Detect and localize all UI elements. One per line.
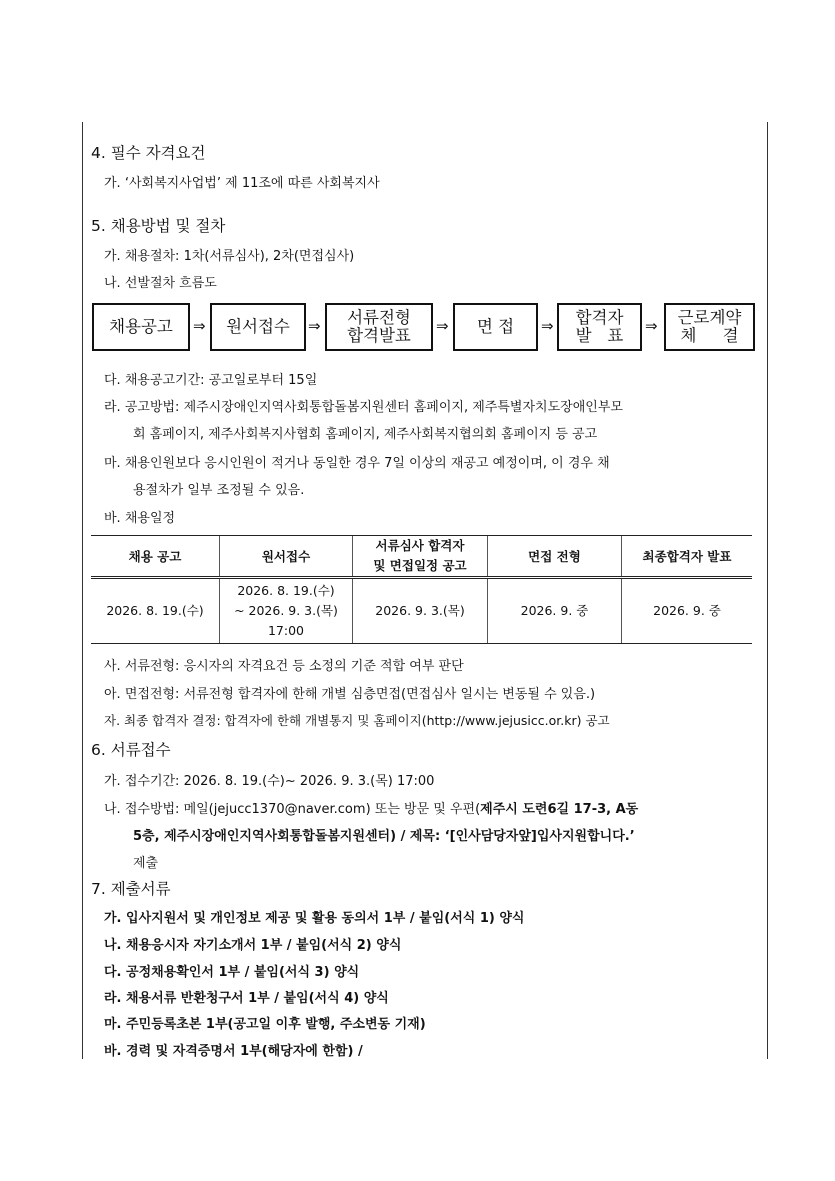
flow-step-4: 면 접 bbox=[453, 303, 538, 351]
s6-line-na-2: 5층, 제주시장애인지역사회통합돌봄지원센터) / 제목: ‘[인사담당자앞]입사지원합니다.’ bbox=[133, 829, 635, 844]
flow-step-2: 원서접수 bbox=[210, 303, 306, 351]
s5-line-ja: 자. 최종 합격자 결정: 합격자에 한해 개별통지 및 홈페이지(http://www.jejusicc.or.kr) 공고 bbox=[104, 713, 610, 728]
selection-flowchart bbox=[92, 303, 755, 353]
section-5-title: 5. 채용방법 및 절차 bbox=[91, 217, 226, 235]
schedule-table bbox=[91, 535, 752, 644]
td-final: 2026. 9. 중 bbox=[622, 578, 753, 644]
s5-line-a: 아. 면접전형: 서류전형 합격자에 한해 개별 심층면접(면접심사 일시는 변동될 수 있음.) bbox=[104, 687, 596, 702]
td-interview: 2026. 9. 중 bbox=[488, 578, 622, 644]
s6-line-na-3: 제출 bbox=[133, 856, 159, 871]
flow-arrow: ⇒ bbox=[436, 317, 449, 335]
flow-step-3: 서류전형 합격발표 bbox=[325, 303, 433, 351]
th-application: 원서접수 bbox=[220, 536, 353, 578]
s5-line-ba: 바. 채용일정 bbox=[104, 511, 176, 526]
td-application: 2026. 8. 19.(수) ~ 2026. 9. 3.(목) 17:00 bbox=[220, 578, 353, 644]
flow-arrow: ⇒ bbox=[645, 317, 658, 335]
td-document-result: 2026. 9. 3.(목) bbox=[353, 578, 488, 644]
s4-line-1: 가. ‘사회복지사업법’ 제 11조에 따른 사회복지사 bbox=[104, 176, 380, 191]
flow-step-1: 채용공고 bbox=[92, 303, 190, 351]
list-item: 라. 채용서류 반환청구서 1부 / 붙임(서식 4) 양식 bbox=[104, 991, 389, 1006]
list-item: 가. 입사지원서 및 개인정보 제공 및 활용 동의서 1부 / 붙임(서식 1) 양식 bbox=[104, 911, 525, 926]
s5-line-ra-1: 라. 공고방법: 제주시장애인지역사회통합돌봄지원센터 홈페이지, 제주특별자치도장애인부모 bbox=[104, 400, 623, 415]
section-6-title: 6. 서류접수 bbox=[91, 741, 171, 759]
td-posting: 2026. 8. 19.(수) bbox=[91, 578, 220, 644]
s6-line-na-1: 나. 접수방법: 메일(jejucc1370@naver.com) 또는 방문 및 우편(제주시 도련6길 17-3, A동 bbox=[104, 802, 639, 817]
s5-line-ga: 가. 채용절차: 1차(서류심사), 2차(면접심사) bbox=[104, 249, 355, 264]
section-7-title: 7. 제출서류 bbox=[91, 880, 171, 898]
th-final: 최종합격자 발표 bbox=[622, 536, 753, 578]
th-posting: 채용 공고 bbox=[91, 536, 220, 578]
s5-line-ma-1: 마. 채용인원보다 응시인원이 적거나 동일한 경우 7일 이상의 재공고 예정이며, 이 경우 채 bbox=[104, 456, 610, 471]
s5-line-ma-2: 용절차가 일부 조정될 수 있음. bbox=[133, 483, 305, 498]
flow-arrow: ⇒ bbox=[193, 317, 206, 335]
s5-line-sa: 사. 서류전형: 응시자의 자격요건 등 소정의 기준 적합 여부 판단 bbox=[104, 659, 464, 674]
table-header-row bbox=[91, 536, 752, 578]
flow-arrow: ⇒ bbox=[541, 317, 554, 335]
flow-step-6: 근로계약 체 결 bbox=[664, 303, 755, 351]
flow-step-5: 합격자 발 표 bbox=[557, 303, 642, 351]
th-interview: 면접 전형 bbox=[488, 536, 622, 578]
list-item: 바. 경력 및 자격증명서 1부(해당자에 한함) / bbox=[104, 1044, 363, 1059]
list-item: 나. 채용응시자 자기소개서 1부 / 붙임(서식 2) 양식 bbox=[104, 938, 402, 953]
list-item: 다. 공정채용확인서 1부 / 붙임(서식 3) 양식 bbox=[104, 965, 360, 980]
th-document-result: 서류심사 합격자 및 면접일정 공고 bbox=[353, 536, 488, 578]
email-link[interactable]: jejucc1370@naver.com bbox=[213, 802, 366, 817]
s5-line-ra-2: 회 홈페이지, 제주사회복지사협회 홈페이지, 제주사회복지협의회 홈페이지 등 공고 bbox=[133, 427, 598, 442]
flow-arrow: ⇒ bbox=[308, 317, 321, 335]
table-row bbox=[91, 578, 752, 644]
section-4-title: 4. 필수 자격요건 bbox=[91, 144, 206, 162]
list-item: 마. 주민등록초본 1부(공고일 이후 발행, 주소변동 기재) bbox=[104, 1017, 426, 1032]
s6-line-ga: 가. 접수기간: 2026. 8. 19.(수)~ 2026. 9. 3.(목) 17:00 bbox=[104, 774, 435, 789]
s5-line-na: 나. 선발절차 흐름도 bbox=[104, 276, 217, 291]
s5-line-da: 다. 채용공고기간: 공고일로부터 15일 bbox=[104, 373, 318, 388]
